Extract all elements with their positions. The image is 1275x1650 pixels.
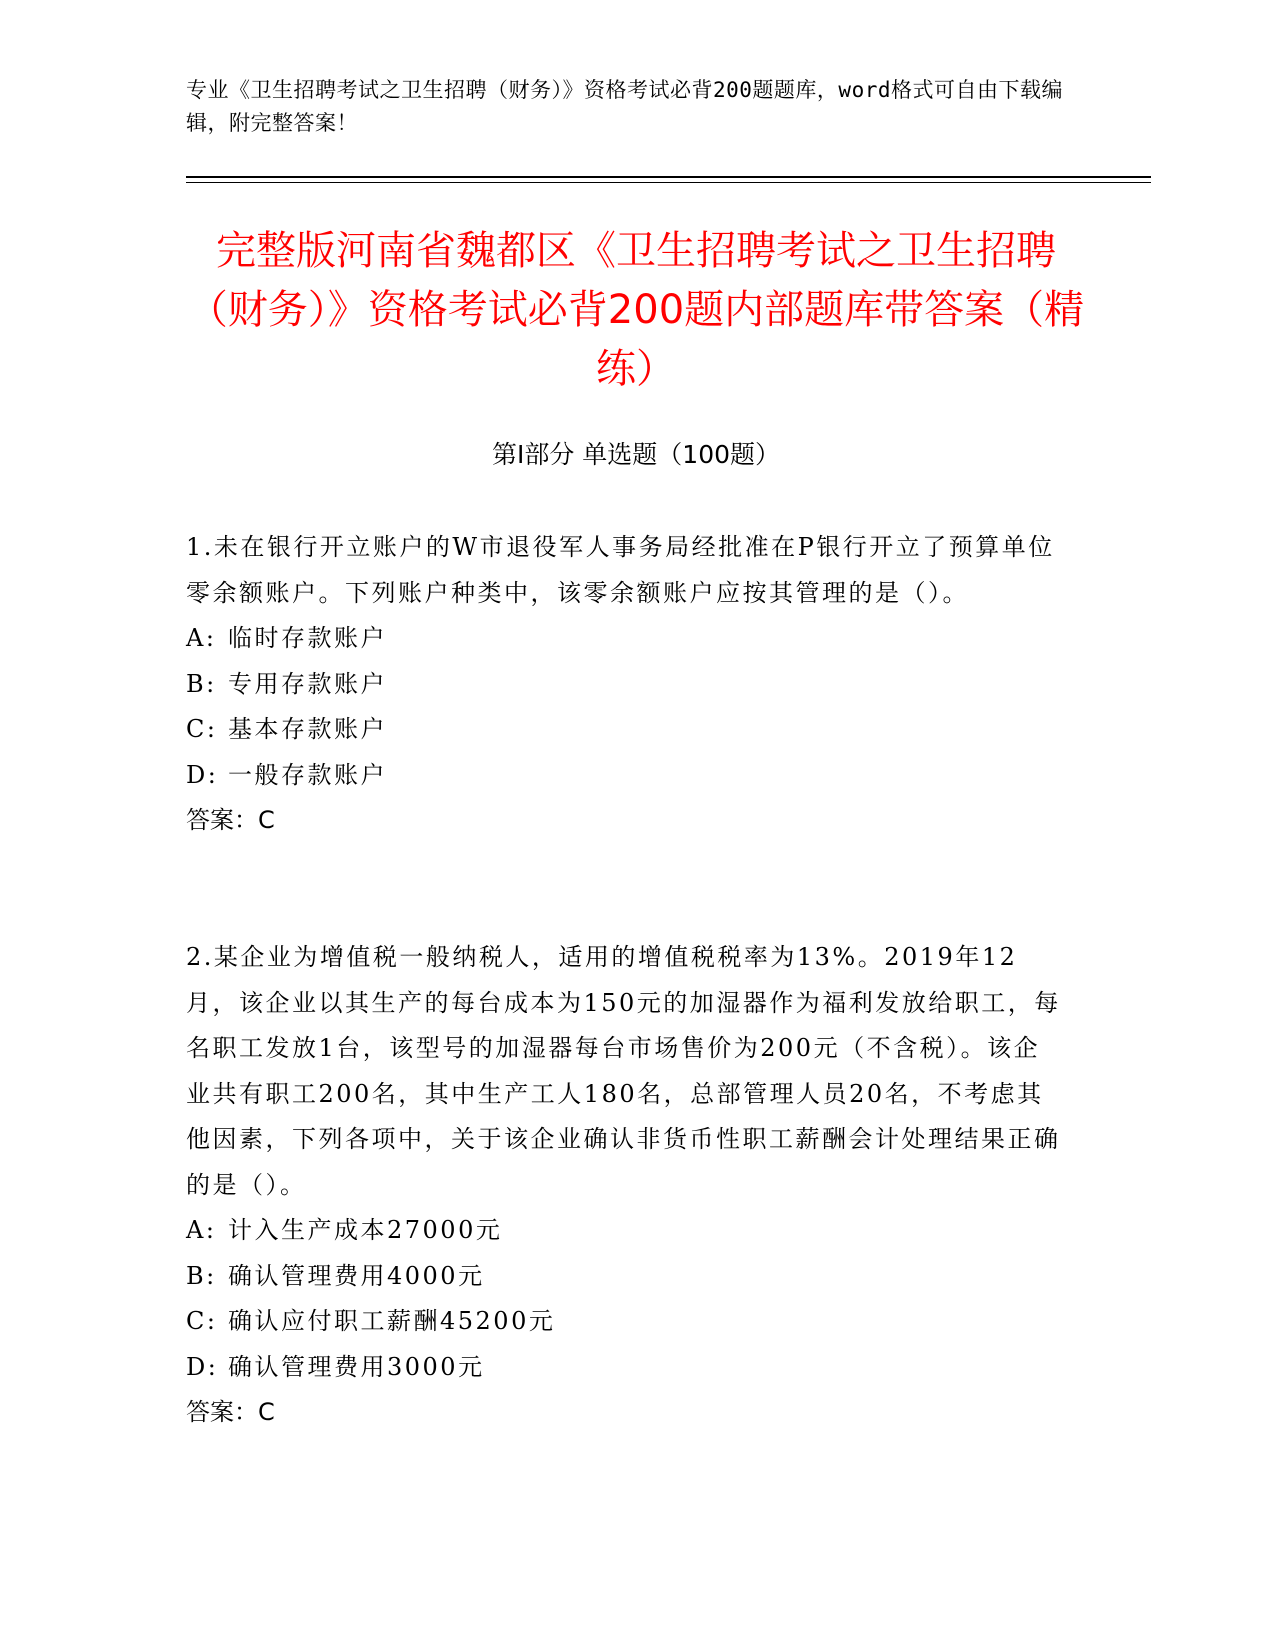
option-letter: B: (186, 669, 217, 698)
question-item (186, 935, 1066, 1436)
option-b (186, 1254, 1066, 1300)
option-text: 确认应付职工薪酬45200元 (228, 1307, 556, 1335)
option-a (186, 1208, 1066, 1254)
option-text: 专用存款账户 (228, 669, 387, 698)
question-stem: 2.某企业为增值税一般纳税人，适用的增值税税率为13%。2019年12月，该企业以其生产的每台成本为150元的加湿器作为福利发放给职工，每名职工发放1台，该型号的加湿器每台市场售价为200元（不含税）。该企业共有职工200名，其中生产工人180名，总部管理人员20名，不考虑其他因素，下列各项中，关于该企业确认非货币性职工薪酬会计处理结果正确的是（）。 (186, 943, 1061, 1199)
option-c (186, 707, 1066, 753)
option-letter: A: (186, 624, 217, 652)
option-a (186, 616, 1066, 662)
option-c (186, 1299, 1066, 1345)
option-d (186, 753, 1066, 799)
option-letter: D: (186, 760, 219, 789)
option-letter: D: (186, 1352, 219, 1381)
option-text: 基本存款账户 (228, 715, 387, 743)
section-title: 第Ⅰ部分 单选题（100题） (491, 440, 781, 469)
option-letter: C: (186, 715, 218, 743)
option-text: 计入生产成本27000元 (228, 1216, 503, 1244)
question-stem: 1.未在银行开立账户的W市退役军人事务局经批准在P银行开立了预算单位零余额账户。下列账户种类中，该零余额账户应按其管理的是（）。 (186, 533, 1055, 607)
option-text: 临时存款账户 (228, 624, 387, 652)
header-divider-thick (186, 176, 1151, 178)
option-text: 确认管理费用3000元 (228, 1352, 485, 1381)
question-item (186, 525, 1066, 844)
answer-line: 答案：C (186, 806, 275, 834)
answer-line: 答案：C (186, 1398, 275, 1426)
option-d (186, 1345, 1066, 1391)
option-text: 一般存款账户 (228, 760, 387, 789)
header-divider-thin (186, 182, 1151, 183)
option-letter: A: (186, 1216, 217, 1244)
option-letter: C: (186, 1307, 218, 1335)
option-text: 确认管理费用4000元 (228, 1261, 485, 1290)
option-letter: B: (186, 1261, 217, 1290)
document-title: 完整版河南省魏都区《卫生招聘考试之卫生招聘（财务）》资格考试必背200题内部题库带答案（精练） (187, 228, 1085, 392)
header-note: 专业《卫生招聘考试之卫生招聘（财务）》资格考试必背200题题库，word格式可自由下载编辑，附完整答案！ (186, 78, 1063, 135)
option-b (186, 662, 1066, 708)
